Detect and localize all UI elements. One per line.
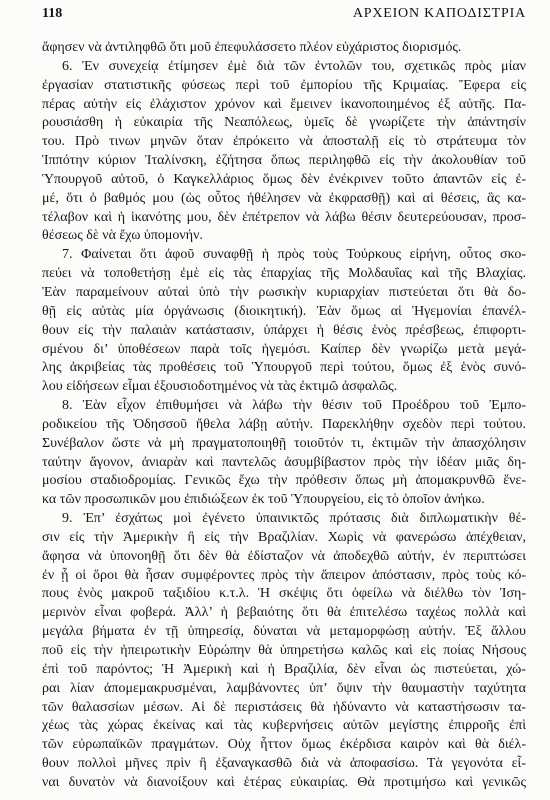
paragraph-6 [42,58,526,246]
page-number: 118 [42,6,63,21]
text-line: ἐπὶ τοῦ παρόντος; Ἡ Ἀμερικὴ καὶ ἡ Βραζιλία, δὲν εἶναι ὡς πιστεύεται, χώ- [42,661,526,677]
text-line: ἄφησα νὰ ὑπονοηθῇ ὅτι δὲν θὰ ἐδίσταζον νὰ ἀποδεχθῶ αὐτήν, ἐν περιπτώσει [42,548,526,564]
text-line: χέως τὰς χώρας ἐκείνας καὶ τὰς κυβερνήσεις αὐτῶν μεγίστης ἐπιρροῆς ἐπὶ [42,718,526,734]
page-body [42,39,526,793]
text-line: σιν εἰς τὴν Ἀμερικὴν ἢ εἰς τὴν Βραζιλίαν. Χωρὶς νὰ φανερώσω ἀπέχθειαν, [42,529,526,545]
text-line: 9. Ἐπ’ ἐσχάτως μοὶ ἐγένετο ὑπαινικτῶς πρότασις διὰ διπλωματικὴν θέ- [62,511,526,527]
text-line: κα τῶν προσωπικῶν μου ἐπιδιώξεων ἐκ τοῦ Ὑπουργείου, εἰς τὸ ὁποῖον ἀνήκω. [42,492,485,508]
text-line: μερινὸν εἶναι φοβερά. Ἀλλ’ ἡ βεβαιότης ὅτι θὰ ἐπιτελέσω ταχέως πολλὰ καὶ [42,605,526,621]
text-line: ταύτην ἄγονον, ἀνιαρὰν καὶ παντελῶς ἀσυμβίβαστον πρὸς τὴν ἰδέαν μιᾶς δη- [42,454,526,470]
text-line: ναι δυνατὸν νὰ διανοίξουν καὶ ἑτέρας εὐκαιρίας. Θὰ προτιμήσω καὶ γενικῶς [42,774,526,790]
text-line: Ὑπουργοῦ αὐτοῦ, ὁ Καγκελλάριος ὅμως δὲν ἐνέκρινεν τοῦτο ἀπαντῶν εἰς ἐ- [42,171,526,187]
text-line: πέρας αὐτὴν εἰς ἐλάχιστον χρόνον καὶ ἔμεινεν ἱκανοποιημένος ἐξ αὐτῆς. Πα- [42,96,526,112]
text-line: πεύει νὰ τοποθετήσῃ ἐμὲ εἰς τὰς ἐπαρχίας τῆς Μολδαυΐας καὶ τῆς Βλαχίας. [42,266,526,282]
text-line: 8. Ἐὰν εἶχον ἐπιθυμήσει νὰ λάβω τὴν θέσιν τοῦ Προέδρου τοῦ Ἐμπο- [62,398,526,414]
page-header [42,3,526,25]
text-line: μεγάλα βήματα ἐν τῇ ὑπηρεσίᾳ, δύναται νὰ μεταμορφώσῃ αὐτήν. Ἐξ ἄλλου [42,624,526,640]
text-line: σμένου δι’ ὑποθέσεων παρὰ τοῖς ἡγεμόσι. Καίπερ δὲν γνωρίζω μετὰ μεγά- [42,341,526,357]
text-line: μέ, ὅτι ὁ βαθμός μου (ὡς οὗτος ἠθέλησεν νὰ ἐκφρασθῇ) καὶ αἱ θέσεις, ἃς κα- [42,190,526,206]
running-head: ΑΡΧΕΙΟΝ ΚΑΠΟΔΙΣΤΡΙΑ [352,6,526,21]
text-line: ἐργασίαν στατιστικῆς φύσεως περὶ τοῦ ἐμπορίου τῆς Κριμαίας. Ἔφερα εἰς [42,77,526,93]
text-line: τέλαβον καὶ ἡ ἱκανότης μου, δὲν ἐπέτρεπον νὰ λάβω θέσιν δευτερεύουσαν, προσ- [42,209,526,225]
text-line: ρουσιάσθη ἡ εὐκαιρία τῆς Νεαπόλεως, ὑμεῖς δὲ γνωρίζετε τὴν ἀπάντησίν [42,115,526,131]
text-line: ραι λίαν ἀπομεμακρυσμέναι, λαμβάνοντες ὑπ’ ὄψιν τὴν θαυμαστὴν ταχύτητα [42,680,526,696]
text-line: πους ἑνὸς μακροῦ ταξιδίου κ.τ.λ. Ἡ σκέψις ὅτι ὀφείλω νὰ διέλθω τὸν Ἰση- [42,586,526,602]
text-line: θουν εἰς τὴν παλαιὰν κατάστασιν, ὑπάρχει ἡ θέσις ἑνὸς πρέσβεως, ἐπιφορτι- [42,322,526,338]
text-line: λης ἀκριβείας τὰς προθέσεις τοῦ Ὑπουργοῦ περὶ τούτου, ὅμως ἐξ ἑνὸς συνό- [42,360,526,376]
text-line: θέσεως δὲ νὰ ἔχω ὑπομονήν. [42,228,203,244]
text-line: Συνέβαλον ὥστε νὰ μὴ πραγματοποιηθῇ τοιοῦτόν τι, ἐκτιμῶν τὴν ἀπασχόλησιν [42,435,526,451]
text-line: ποῦ εἰς τὴν ἠπειρωτικὴν Εὐρώπην θὰ ὑπηρετήσω καλῶς καὶ εἰς ποίας Νήσους [42,643,526,658]
text-line: ἄφησεν νὰ ἀντιληφθῶ ὅτι μοῦ ἐπεφυλάσσετο πλέον εὐχάριστος διορισμός. [42,40,462,55]
text-line: Ἱππότην κύριον Ἰταλίνσκη, ἐζήτησα ὅπως περιληφθῶ εἰς τὴν ἀκολουθίαν τοῦ [42,153,526,169]
text-line: μοσίου σταδιοδρομίας. Γενικῶς ἔχω τὴν πρόθεσιν ὅπως μὴ ἀπομακρυνθῶ ἕνε- [42,473,526,489]
text-line: θῇ εἰς αὐτὰς μία ὀργάνωσις (διοικητική). Ἐὰν ὅμως αἱ Ἡγεμονίαι ἐπανέλ- [42,303,526,319]
text-line: λου εἰδήσεων εἶμαι ἐξουσιοδοτημένος νὰ τὰς ἐκτιμῶ ἀσφαλῶς. [42,379,398,395]
text-line: τῶν θαλασσίων μέσων. Αἱ δὲ περιστάσεις θὰ ἠδύναντο νὰ καταστήσωσιν τα- [42,699,526,715]
text-line: ἐν ᾗ οἱ ὅροι θὰ ἦσαν συμφέροντες πρὸς τὴν ἄπειρον ἀπόστασιν, πρὸς τοὺς κό- [42,567,526,583]
text-line: θουν πολλοὶ μῆνες πρὶν ἢ ἐξαναγκασθῶ διὰ νὰ ἀποφασίσω. Τὰ γεγονότα εἶ- [42,756,526,772]
text-line: Ἐὰν παραμείνουν αὐταὶ ὑπὸ τὴν ρωσικὴν κυριαρχίαν πιστεύεται ὅτι θὰ δο- [42,284,526,300]
text-line: 6. Ἐν συνεχείᾳ ἐτίμησεν ἐμὲ διὰ τῶν ἐντολῶν του, σχετικῶς πρὸς μίαν [62,58,526,74]
text-line: 7. Φαίνεται ὅτι ἀφοῦ συναφθῇ ἡ πρὸς τοὺς Τούρκους εἰρήνη, οὗτος σκο- [62,247,526,263]
paragraph-7 [42,246,526,397]
text-line: ροδικείου τῆς Ὀδησσοῦ ἤθελα λάβῃ αὐτήν. Παρεκλήθην σχεδὸν περὶ τούτου. [42,416,526,432]
paragraph-8 [42,397,526,510]
text-line: του. Πρὸ τινων μηνῶν ὅταν ἐπρόκειτο νὰ ἀποσταλῇ εἰς τὸ στράτευμα τὸν [42,134,526,150]
paragraph-continued [42,39,526,58]
text-line: τῶν εὐρωπαϊκῶν πραγμάτων. Οὐχ ἧττον ὅμως ἐκέρδισα καιρὸν καὶ θὰ διέλ- [42,737,526,753]
paragraph-9 [42,510,526,793]
